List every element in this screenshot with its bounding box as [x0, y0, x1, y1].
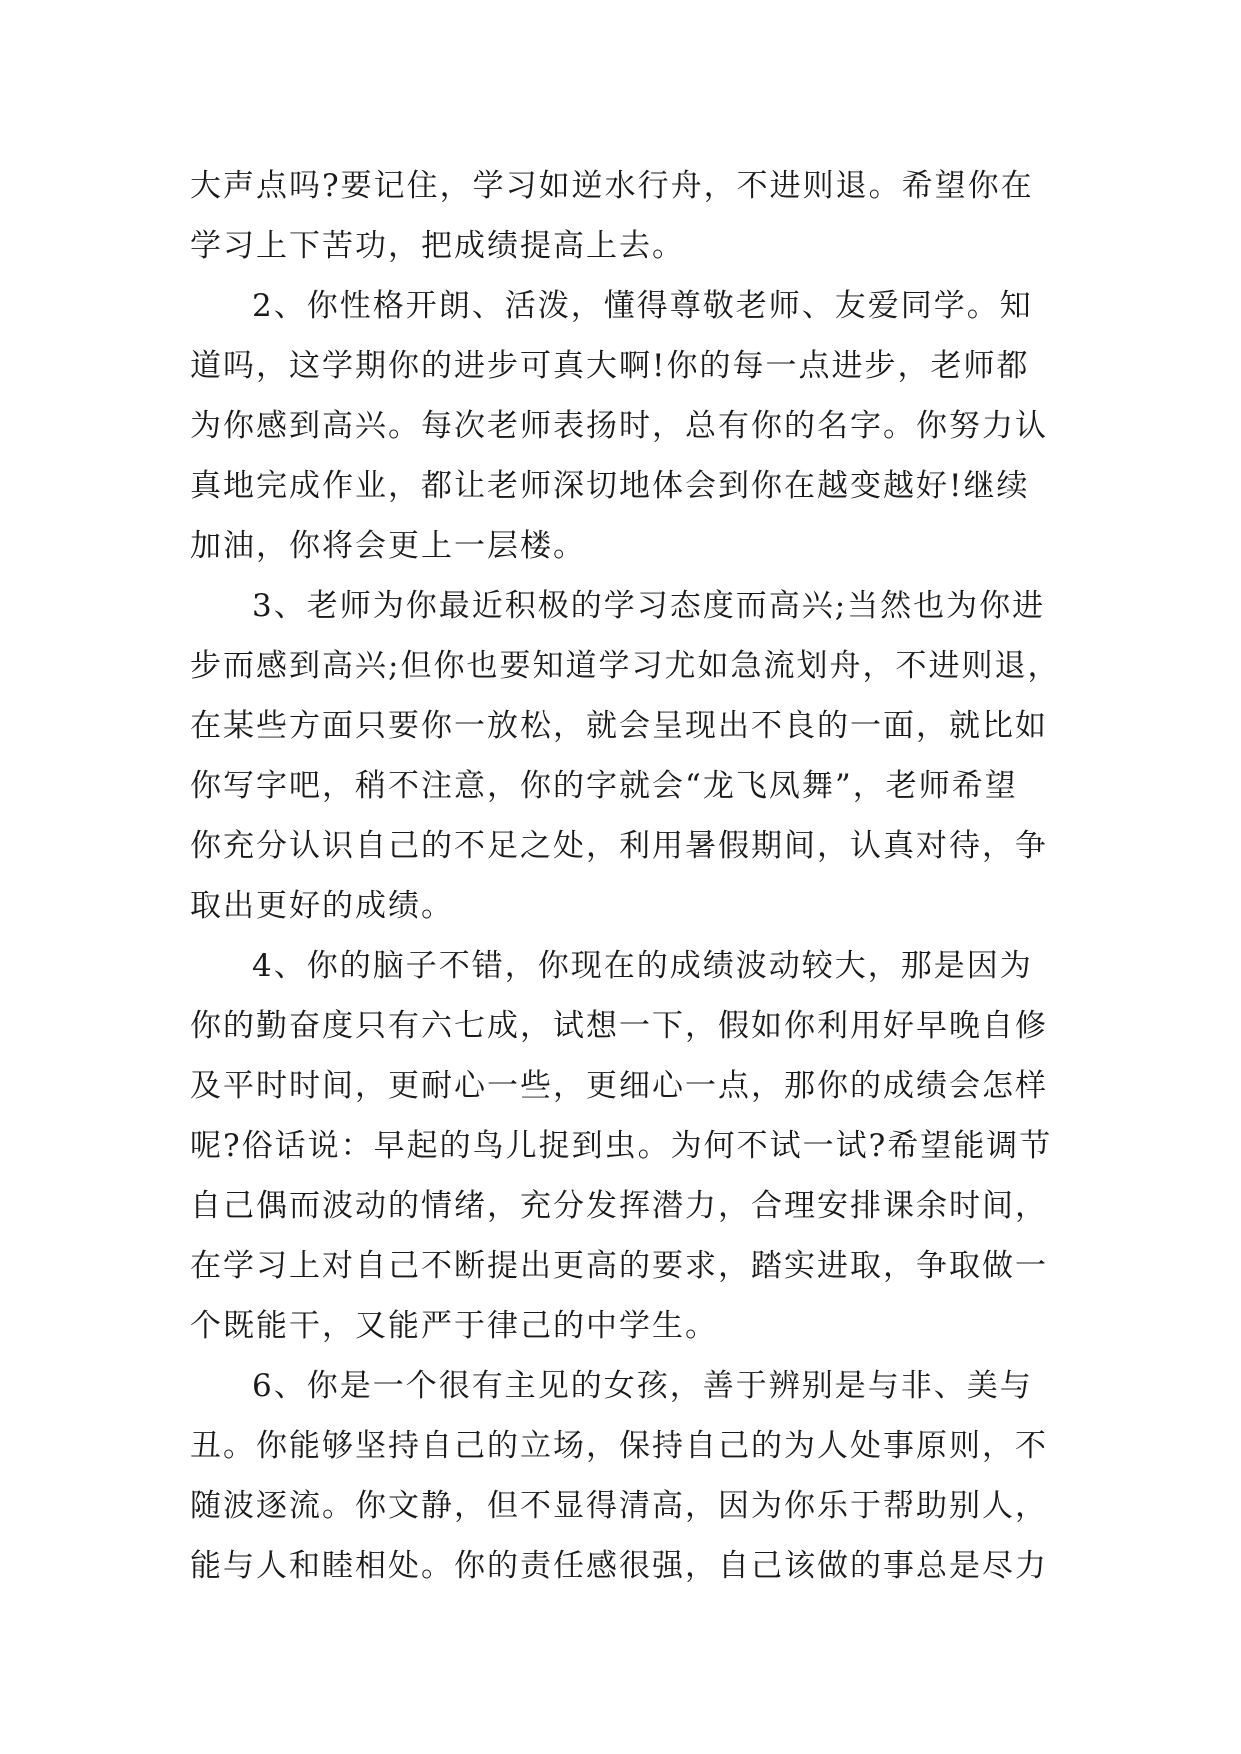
text-line: 个既能干，又能严于律己的中学生。	[190, 1308, 718, 1344]
text-line: 能与人和睦相处。你的责任感很强，自己该做的事总是尽力	[190, 1548, 1048, 1584]
text-line: 为你感到高兴。每次老师表扬时，总有你的名字。你努力认	[190, 408, 1048, 444]
text-line: 真地完成作业，都让老师深切地体会到你在越变越好!继续	[190, 468, 1030, 504]
text-line: 3、老师为你最近积极的学习态度而高兴;当然也为你进	[252, 588, 1046, 624]
text-line: 步而感到高兴;但你也要知道学习尤如急流划舟，不进则退，	[190, 648, 1061, 684]
document-body	[190, 156, 1070, 1596]
text-line: 呢?俗话说：早起的鸟儿捉到虫。为何不试一试?希望能调节	[190, 1128, 1053, 1164]
text-line: 你充分认识自己的不足之处，利用暑假期间，认真对待，争	[190, 828, 1048, 864]
text-line: 加油，你将会更上一层楼。	[190, 528, 586, 564]
text-line: 随波逐流。你文静，但不显得清高，因为你乐于帮助别人，	[190, 1488, 1048, 1524]
text-line: 大声点吗?要记住，学习如逆水行舟，不进则退。希望你在	[190, 168, 1034, 204]
text-line: 及平时时间，更耐心一些，更细心一点，那你的成绩会怎样	[190, 1068, 1048, 1104]
text-line: 你写字吧，稍不注意，你的字就会“龙飞凤舞”，老师希望	[190, 768, 1018, 804]
text-line: 4、你的脑子不错，你现在的成绩波动较大，那是因为	[252, 948, 1033, 984]
text-line: 取出更好的成绩。	[190, 888, 454, 924]
text-line: 丑。你能够坚持自己的立场，保持自己的为人处事原则，不	[190, 1428, 1048, 1464]
text-line: 2、你性格开朗、活泼，懂得尊敬老师、友爱同学。知	[252, 288, 1033, 324]
text-line: 在学习上对自己不断提出更高的要求，踏实进取，争取做一	[190, 1248, 1048, 1284]
text-line: 6、你是一个很有主见的女孩，善于辨别是与非、美与	[252, 1368, 1033, 1404]
text-line: 你的勤奋度只有六七成，试想一下，假如你利用好早晚自修	[190, 1008, 1048, 1044]
text-line: 在某些方面只要你一放松，就会呈现出不良的一面，就比如	[190, 708, 1048, 744]
text-line: 道吗，这学期你的进步可真大啊!你的每一点进步，老师都	[190, 348, 1030, 384]
text-line: 自己偶而波动的情绪，充分发挥潜力，合理安排课余时间，	[190, 1188, 1048, 1224]
text-line: 学习上下苦功，把成绩提高上去。	[190, 228, 685, 264]
